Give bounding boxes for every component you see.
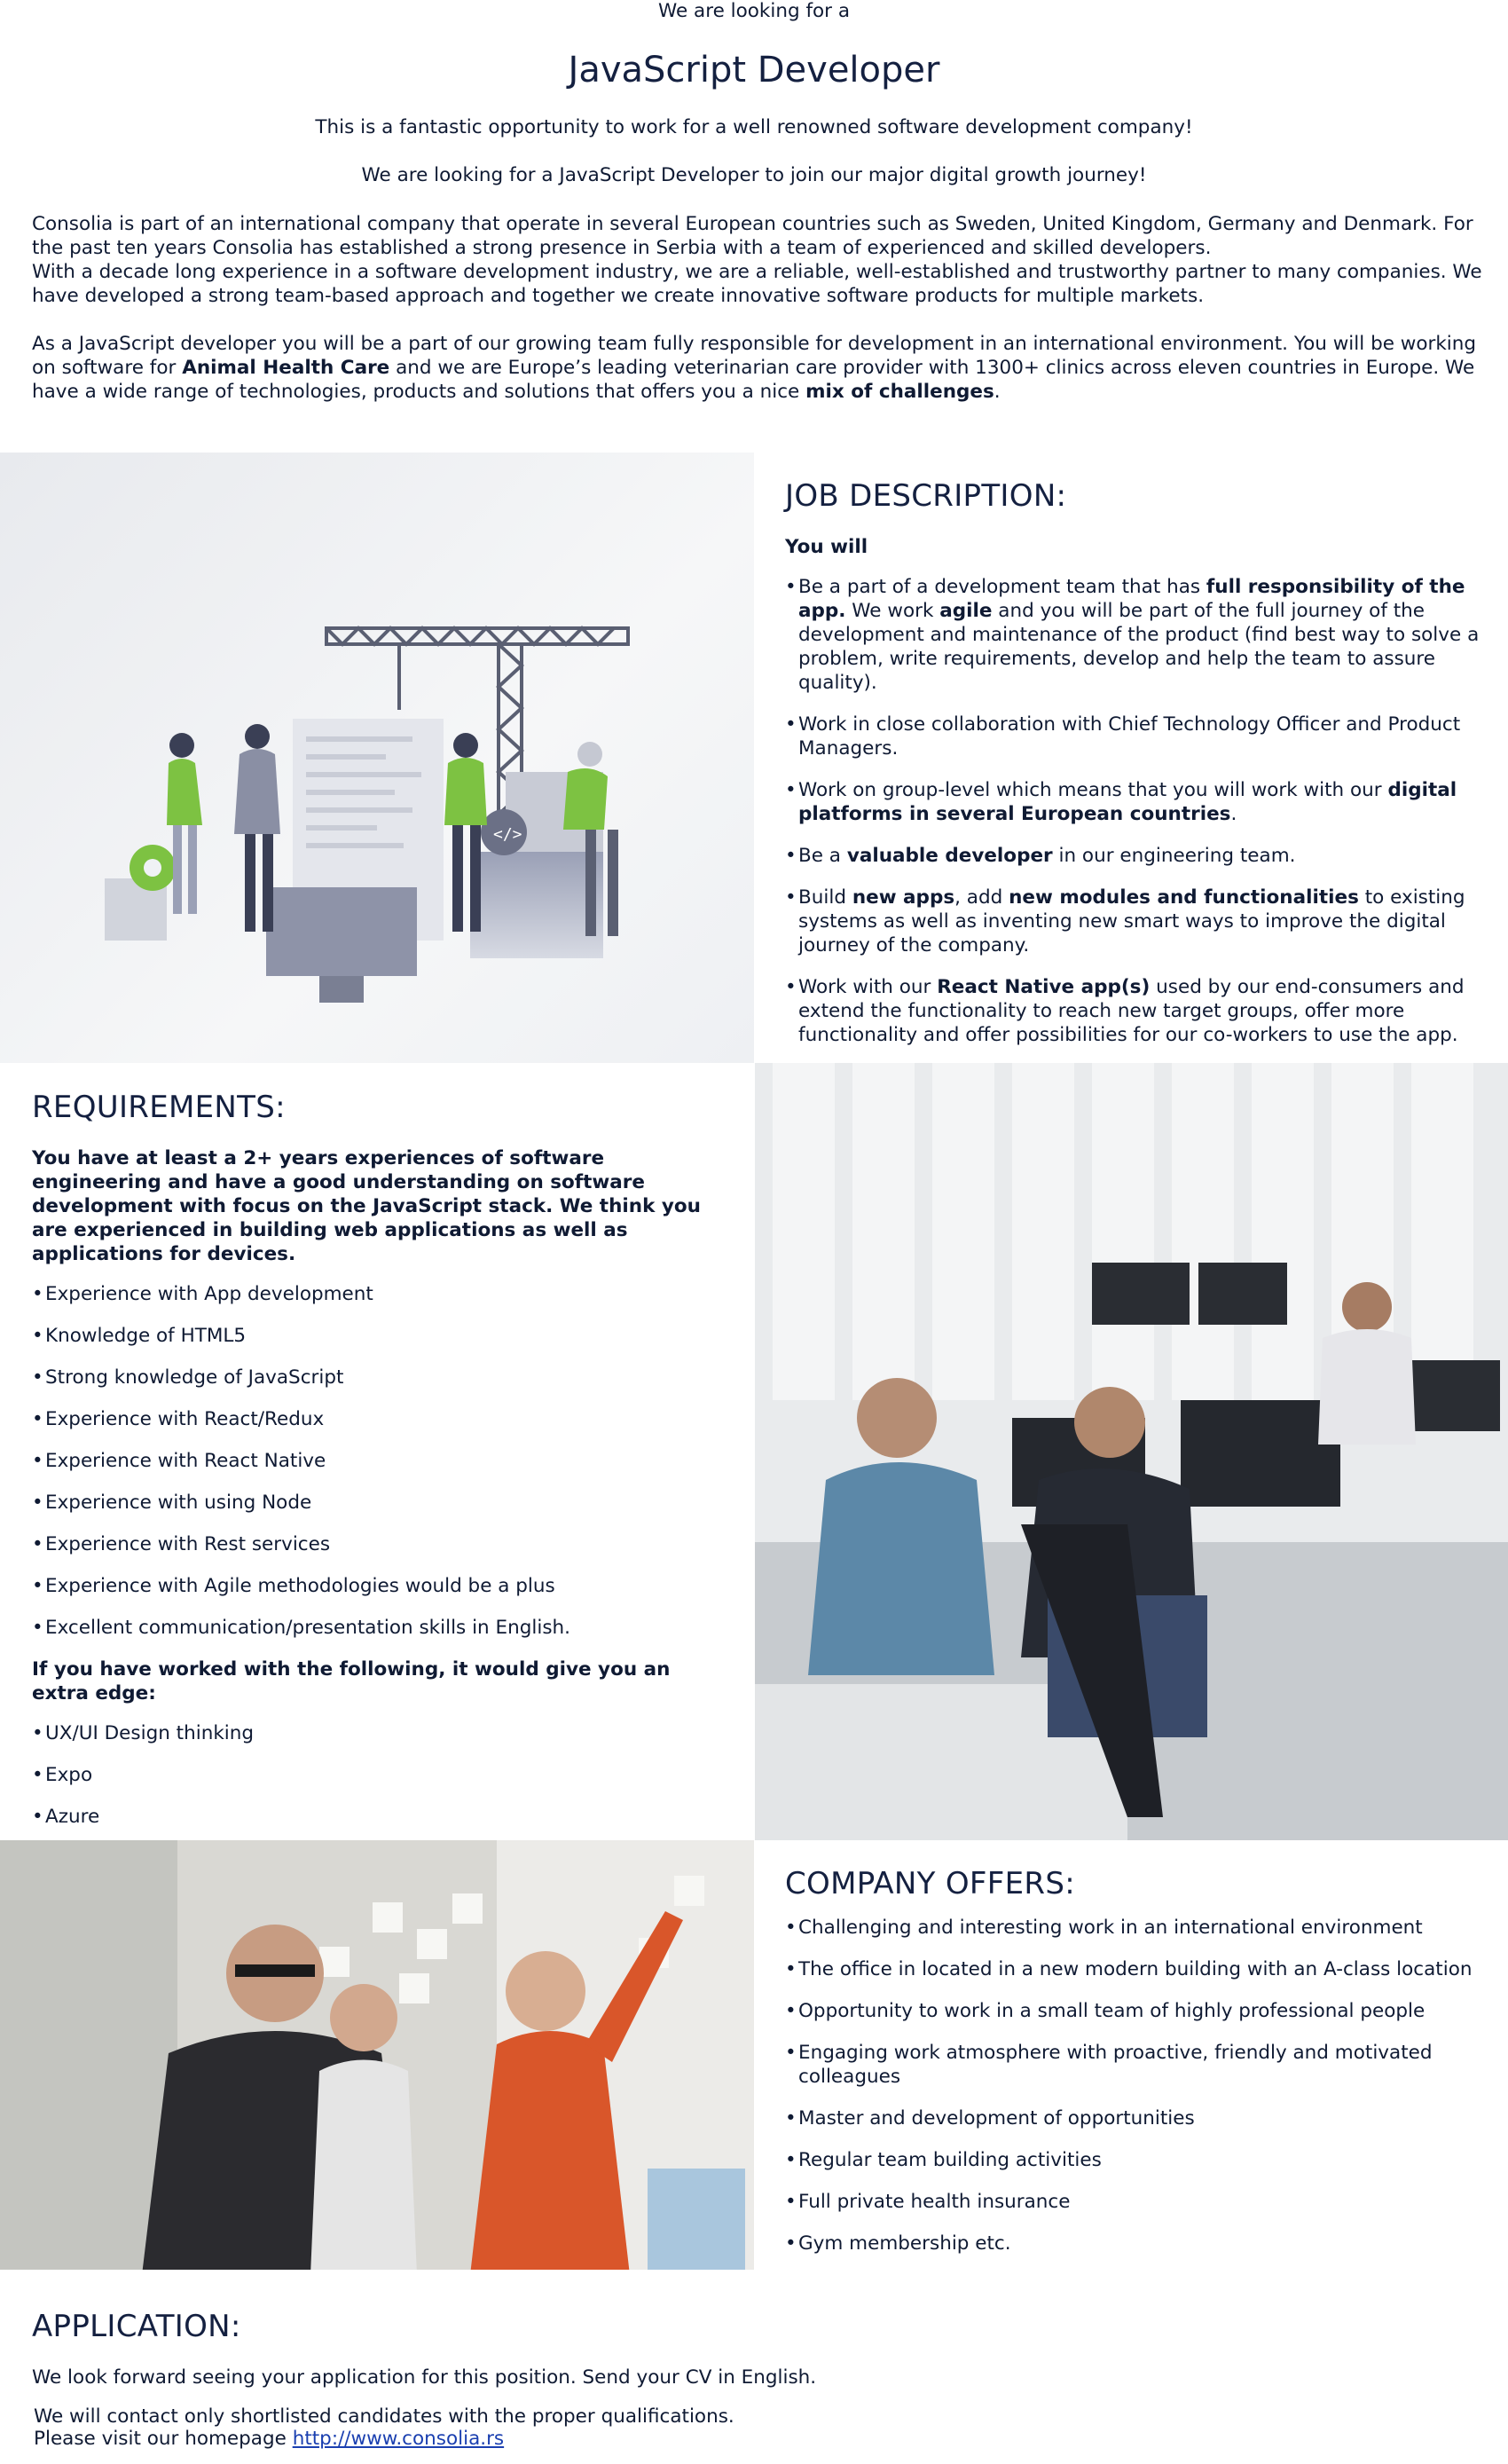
list-item: • Azure [32, 1805, 733, 1829]
tagline-2: We are looking for a JavaScript Developer to join our major digital growth journey! [361, 164, 1147, 186]
office-photo [755, 1063, 1508, 1840]
team-building-illustration [0, 453, 754, 1063]
extra-edge-lead: If you have worked with the following, it would give you an extra edge: [32, 1658, 671, 1704]
list-item: • Experience with React Native [32, 1449, 733, 1473]
list-item: • Regular team building activities [785, 2148, 1490, 2172]
list-item: • Master and development of opportunities [785, 2106, 1490, 2130]
page-title: JavaScript Developer [568, 50, 940, 91]
requirements-list [32, 1282, 733, 1640]
tagline-1: This is a fantastic opportunity to work for a well renowned software development company! [315, 116, 1193, 138]
svg-text:</>: </> [493, 825, 522, 844]
list-item: • Work on group-level which means that you will work with our digital platforms in several European countries. [785, 778, 1490, 826]
list-item: • UX/UI Design thinking [32, 1721, 733, 1745]
list-item: • Experience with Rest services [32, 1532, 733, 1556]
list-item: • Knowledge of HTML5 [32, 1324, 733, 1348]
list-item: • Gym membership etc. [785, 2232, 1490, 2255]
list-item: • Work with our React Native app(s) used by our end-consumers and extend the functionality to reach new target groups, offer more functionality and offer possibilities for our co-workers to use the app. [785, 975, 1490, 1047]
application-text: We look forward seeing your application for this position. Send your CV in English. [32, 2366, 817, 2389]
intro-paragraph-3: As a JavaScript developer you will be a part of our growing team fully responsible for development in an international environment. You will be working on software for Animal Health Care and we are Europe’s leading veterinarian care provider with 1300+ clinics across eleven countries in Europe. We have a wide range of technologies, products and solutions that offers you a nice mix of challenges. [32, 333, 1477, 403]
company-offers-list [785, 1916, 1490, 2255]
requirements-section [32, 1088, 733, 1846]
contact-info [32, 2405, 1487, 2450]
job-description-section [785, 476, 1490, 1065]
list-item: • Work in close collaboration with Chief Technology Officer and Product Managers. [785, 712, 1490, 760]
list-item: • Challenging and interesting work in an international environment [785, 1916, 1490, 1940]
contact-line-2: Please visit our homepage http://www.consolia.rs [34, 2428, 505, 2450]
job-description-lead: You will [785, 536, 868, 558]
list-item: • Experience with React/Redux [32, 1407, 733, 1431]
list-item: • Full private health insurance [785, 2190, 1490, 2214]
office-photo-image [755, 1063, 1508, 1840]
application-title: APPLICATION: [32, 2309, 241, 2344]
list-item: • Experience with Agile methodologies would be a plus [32, 1574, 733, 1598]
list-item: • Engaging work atmosphere with proactive, friendly and motivated colleagues [785, 2041, 1490, 2089]
list-item: • The office in located in a new modern building with an A-class location [785, 1957, 1490, 1981]
list-item: • Expo [32, 1763, 733, 1787]
job-description-title: JOB DESCRIPTION: [785, 478, 1067, 514]
header-subtitle: We are looking for a [657, 0, 851, 22]
homepage-link[interactable]: http://www.consolia.rs [292, 2428, 505, 2450]
job-description-list [785, 575, 1490, 1047]
list-item: • Be a valuable developer in our engineering team. [785, 844, 1490, 868]
contact-line-1: We will contact only shortlisted candidates with the proper qualifications. [34, 2405, 734, 2428]
team-illustration [0, 453, 754, 1063]
company-offers-title: COMPANY OFFERS: [785, 1866, 1075, 1901]
list-item: • Opportunity to work in a small team of highly professional people [785, 1999, 1490, 2023]
company-offers-section [785, 1864, 1490, 2273]
list-item: • Be a part of a development team that has full responsibility of the app. We work agile and you will be part of the full journey of the development and maintenance of the product (find best way to solve a problem, write requirements, develop and help the team to assure quality). [785, 575, 1490, 695]
intro-paragraph-1: Consolia is part of an international company that operate in several European countries such as Sweden, United Kingdom, Germany and Denmark. For the past ten years Consolia has established a strong presence in Serbia with a team of experienced and skilled developers. [32, 213, 1473, 259]
requirements-title: REQUIREMENTS: [32, 1090, 286, 1125]
list-item: • Strong knowledge of JavaScript [32, 1366, 733, 1389]
team-photo [0, 1840, 754, 2270]
team-photo-image [0, 1840, 754, 2270]
list-item: • Excellent communication/presentation skills in English. [32, 1616, 733, 1640]
extra-edge-list [32, 1721, 733, 1829]
list-item: • Build new apps, add new modules and functionalities to existing systems as well as inventing new smart ways to improve the digital journey of the company. [785, 886, 1490, 957]
list-item: • Experience with using Node [32, 1491, 733, 1515]
application-section [32, 2307, 1487, 2450]
intro-paragraph-2: With a decade long experience in a software development industry, we are a reliable, well-established and trustworthy partner to many companies. We have developed a strong team-based approach and together we create innovative software products for multiple markets. [32, 261, 1482, 307]
list-item: • Experience with App development [32, 1282, 733, 1306]
requirements-lead: You have at least a 2+ years experiences of software engineering and have a good understanding on software development with focus on the JavaScript stack. We think you are experienced in building web applications as well as applications for devices. [32, 1147, 701, 1265]
